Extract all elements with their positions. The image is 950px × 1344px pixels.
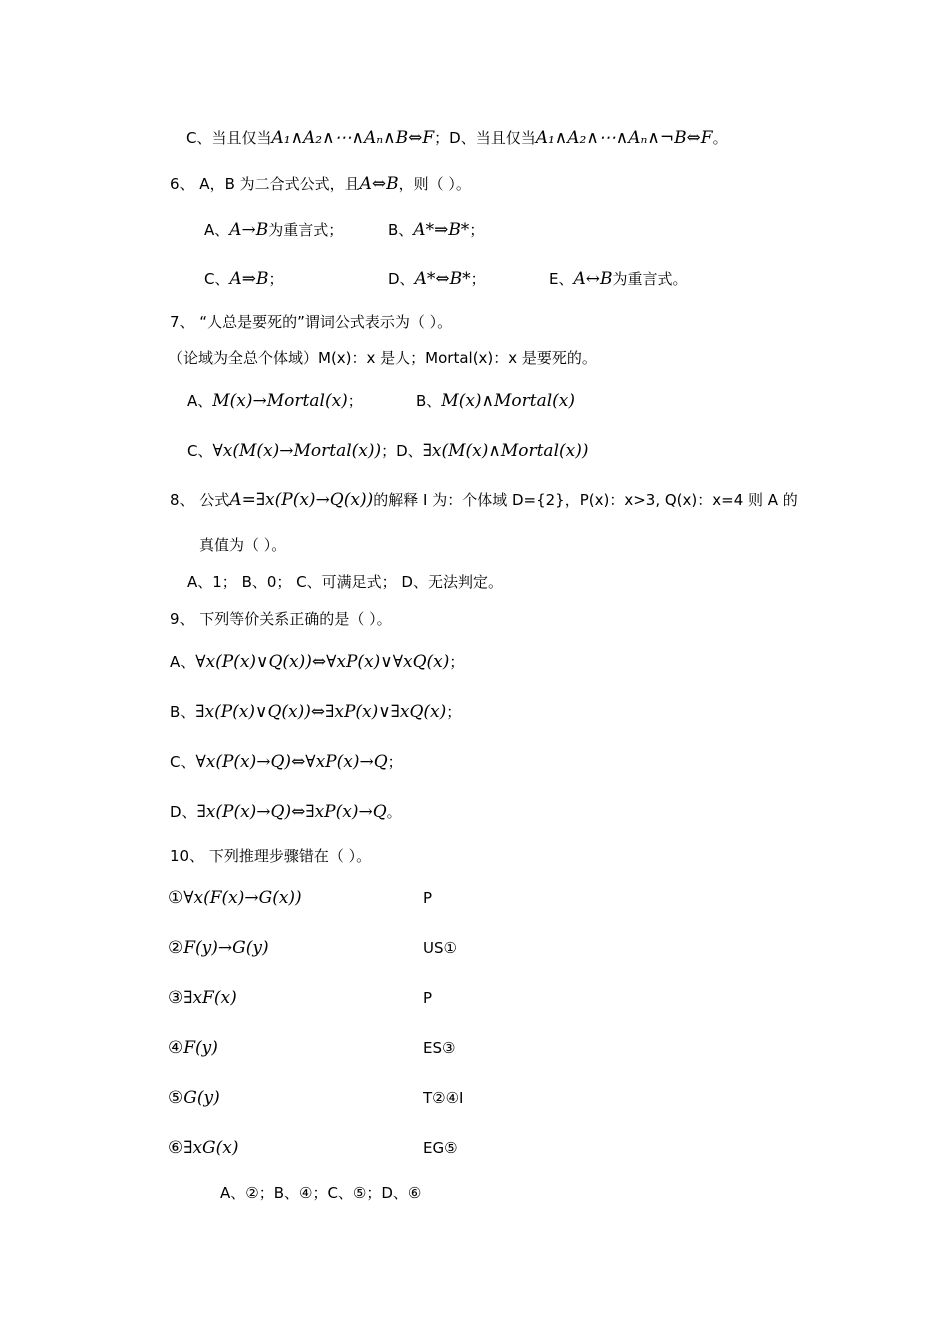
q9-a-label: A、 bbox=[170, 653, 196, 671]
q10-step-4 bbox=[168, 1038, 218, 1058]
q10-rule-3: P bbox=[423, 989, 433, 1007]
step-formula: ∃xG(x) bbox=[183, 1138, 239, 1158]
step-number: ⑤ bbox=[168, 1088, 184, 1108]
q10-step-2 bbox=[168, 938, 269, 958]
q9-b-label: B、 bbox=[170, 703, 196, 721]
q9-d-label: D、 bbox=[170, 803, 197, 821]
q9-a-text: ； bbox=[449, 653, 465, 671]
q9-c-formula: ∀x(P(x)→Q)⇔∀xP(x)→Q bbox=[195, 752, 388, 772]
q6-a-formula: A→B bbox=[229, 220, 269, 240]
q10-rule-4: ES③ bbox=[423, 1039, 456, 1057]
q10-step-6 bbox=[168, 1138, 239, 1158]
q7-stem: 7、 “人总是要死的”谓词公式表示为（ ）。 bbox=[170, 313, 453, 331]
q5-end: 。 bbox=[712, 129, 728, 147]
q10-step-1 bbox=[168, 888, 302, 908]
q6-stem bbox=[170, 174, 471, 194]
q6-e-text: 为重言式。 bbox=[612, 270, 688, 288]
q6-a-label: A、 bbox=[204, 221, 230, 239]
q6-c-formula: A⇒B bbox=[229, 269, 269, 289]
step-number: ④ bbox=[168, 1038, 184, 1058]
q6-stem-a: 6、 A，B 为二合式公式，且 bbox=[170, 175, 360, 193]
step-number: ② bbox=[168, 938, 184, 958]
q10-rule-6: EG⑤ bbox=[423, 1139, 458, 1157]
step-formula: G(y) bbox=[183, 1088, 220, 1108]
q10-step-5 bbox=[168, 1088, 220, 1108]
q5-d-formula: A₁∧A₂∧⋯∧Aₙ∧¬B⇔F bbox=[535, 128, 713, 148]
q9-a-formula: ∀x(P(x)∨Q(x))⇔∀xP(x)∨∀xQ(x) bbox=[195, 652, 450, 672]
q7-d-formula: ∃x(M(x)∧Mortal(x)) bbox=[422, 441, 589, 461]
q7-a-label: A、 bbox=[187, 392, 213, 410]
step-formula: ∀x(F(x)→G(x)) bbox=[183, 888, 302, 908]
q9-option-b bbox=[170, 702, 461, 722]
step-formula: F(y)→G(y) bbox=[183, 938, 269, 958]
q6-option-a bbox=[204, 220, 343, 240]
q5-option-c-d bbox=[186, 128, 728, 148]
q7-cd-sep: ；D、 bbox=[381, 442, 423, 460]
step-formula: F(y) bbox=[183, 1038, 218, 1058]
q6-a-text: 为重言式； bbox=[268, 221, 344, 239]
q9-d-text: 。 bbox=[386, 803, 402, 821]
q7-c-formula: ∀x(M(x)→Mortal(x)) bbox=[212, 441, 382, 461]
q6-option-e bbox=[549, 269, 688, 289]
q7-domain: （论域为全总个体域）M(x)：x 是人；Mortal(x)：x 是要死的。 bbox=[168, 349, 597, 367]
q8-stem-cont: 真值为（ ）。 bbox=[199, 536, 287, 554]
step-number: ③ bbox=[168, 988, 184, 1008]
q6-e-label: E、 bbox=[549, 270, 574, 288]
q8-stem-a: 8、 公式 bbox=[170, 491, 230, 509]
q9-c-text: ； bbox=[387, 753, 403, 771]
q7-a-formula: M(x)→Mortal(x) bbox=[212, 391, 348, 411]
q7-option-a bbox=[187, 391, 363, 411]
step-number: ⑥ bbox=[168, 1138, 184, 1158]
q6-stem-formula: A⇔B bbox=[359, 174, 399, 194]
q10-rule-5: T②④I bbox=[423, 1089, 464, 1107]
q10-stem: 10、 下列推理步骤错在（ ）。 bbox=[170, 847, 372, 865]
q6-c-text: ； bbox=[268, 270, 284, 288]
q9-stem: 9、 下列等价关系正确的是（ ）。 bbox=[170, 610, 392, 628]
q6-b-text: ； bbox=[469, 221, 485, 239]
q7-option-b bbox=[416, 391, 575, 411]
q9-option-a bbox=[170, 652, 464, 672]
q7-option-c-d bbox=[187, 441, 589, 461]
q5-c-formula: A₁∧A₂∧⋯∧Aₙ∧B⇔F bbox=[271, 128, 435, 148]
q6-e-formula: A↔B bbox=[573, 269, 613, 289]
q6-d-text: ； bbox=[470, 270, 486, 288]
q8-stem bbox=[170, 490, 798, 510]
step-formula: ∃xF(x) bbox=[183, 988, 237, 1008]
q9-option-c bbox=[170, 752, 403, 772]
q6-d-label: D、 bbox=[388, 270, 415, 288]
q6-option-c bbox=[204, 269, 284, 289]
q7-b-formula: M(x)∧Mortal(x) bbox=[441, 391, 576, 411]
q8-stem-b: 的解释 I 为：个体域 D={2}，P(x)：x>3, Q(x)：x=4 则 A 的 bbox=[373, 491, 798, 509]
q10-step-3 bbox=[168, 988, 237, 1008]
q7-c-label: C、 bbox=[187, 442, 213, 460]
q9-option-d bbox=[170, 802, 402, 822]
q9-b-formula: ∃x(P(x)∨Q(x))⇔∃xP(x)∨∃xQ(x) bbox=[195, 702, 447, 722]
q9-d-formula: ∃x(P(x)→Q)⇔∃xP(x)→Q bbox=[196, 802, 387, 822]
q6-option-b bbox=[388, 220, 484, 240]
q6-b-label: B、 bbox=[388, 221, 414, 239]
q6-b-formula: A*⇒B* bbox=[413, 220, 470, 240]
q9-b-text: ； bbox=[446, 703, 462, 721]
q7-a-text: ； bbox=[347, 392, 363, 410]
q10-rule-2: US① bbox=[423, 939, 457, 957]
q10-options: A、②；B、④；C、⑤；D、⑥ bbox=[220, 1184, 422, 1202]
step-number: ① bbox=[168, 888, 184, 908]
q6-c-label: C、 bbox=[204, 270, 230, 288]
q7-b-label: B、 bbox=[416, 392, 442, 410]
q6-stem-b: ，则（ ）。 bbox=[398, 175, 471, 193]
q9-c-label: C、 bbox=[170, 753, 196, 771]
q8-options: A、1； B、0； C、可满足式； D、无法判定。 bbox=[187, 573, 503, 591]
q6-d-formula: A*⇔B* bbox=[414, 269, 471, 289]
q6-option-d bbox=[388, 269, 486, 289]
q8-stem-formula: A=∃x(P(x)→Q(x)) bbox=[229, 490, 374, 510]
q10-rule-1: P bbox=[423, 889, 433, 907]
q5-sep: ；D、当且仅当 bbox=[434, 129, 536, 147]
q5-c-label: C、当且仅当 bbox=[186, 129, 272, 147]
